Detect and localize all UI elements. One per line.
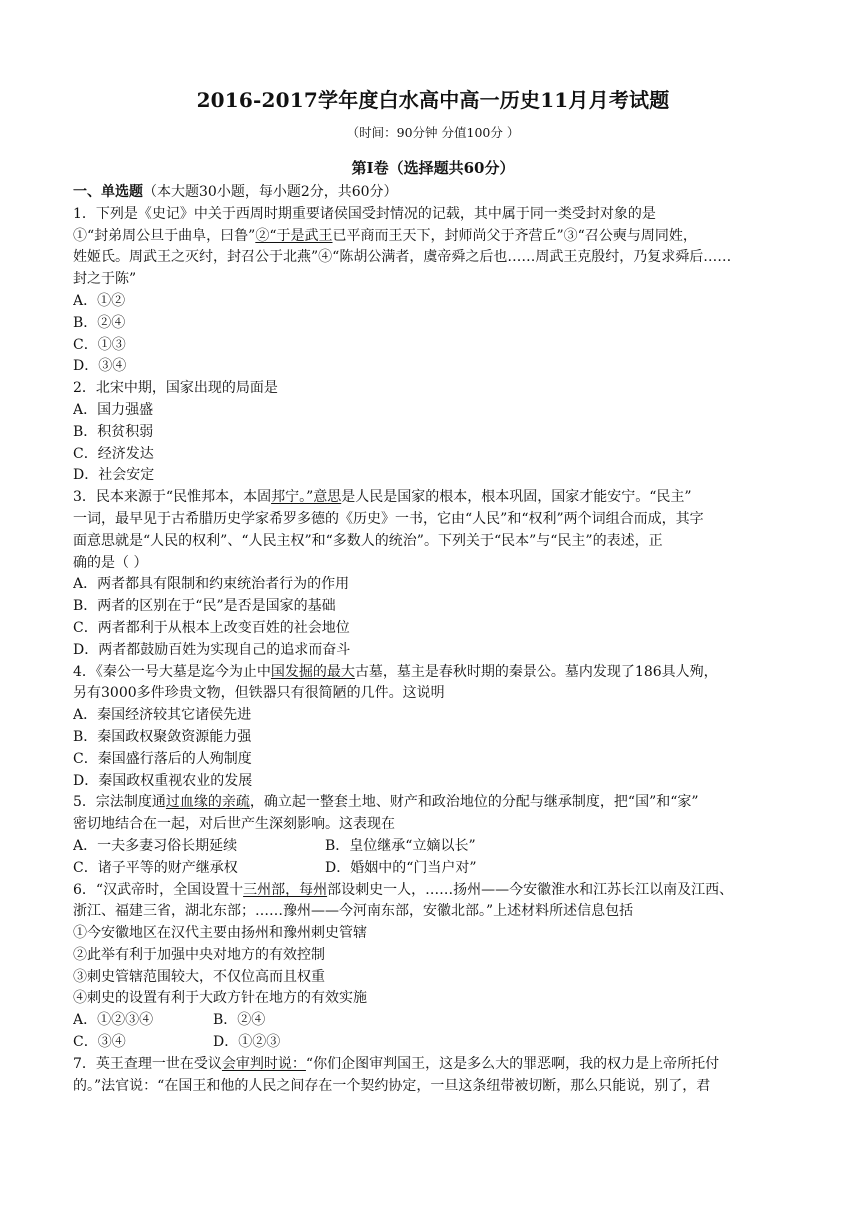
q6-options-row <box>73 1032 793 1054</box>
q7-text: 7．英王查理一世在受议 <box>73 1055 222 1072</box>
q5-stem-line <box>73 792 793 814</box>
q5-options-row <box>73 858 793 880</box>
q3-text: 是人民是国家的根本，根本巩固，国家才能安宁。“民主” <box>341 489 692 506</box>
q1-option-b[interactable]: B．②④ <box>73 314 126 331</box>
question-7 <box>73 1054 793 1098</box>
q6-stem-line <box>73 880 793 902</box>
q1-material-line <box>73 226 793 248</box>
q3-option-a[interactable]: A．两者都具有限制和约束统治者行为的作用 <box>73 576 350 593</box>
q4-option-b[interactable]: B．秦国政权聚敛资源能力强 <box>73 728 252 745</box>
q6-option-c[interactable]: C．③④ <box>73 1034 126 1051</box>
q3-stem-line: 确的是（ ） <box>73 554 148 571</box>
q5-options-row <box>73 836 793 858</box>
q1-stem: 1．下列是《史记》中关于西周时期重要诸侯国受封情况的记载，其中属于同一类受封对象的是 <box>73 205 656 222</box>
q5-option-b[interactable]: B．皇位继承“立嫡以长” <box>325 837 476 854</box>
q6-stem-line: 浙江、福建三省，湖北东部；……豫州——今河南东部，安徽北部。”上述材料所述信息包括 <box>73 903 634 920</box>
exam-title: 2016-2017学年度白水高中高一历史11月月考试题 <box>196 88 670 112</box>
q4-option-d[interactable]: D．秦国政权重视农业的发展 <box>73 772 253 789</box>
question-6 <box>73 880 793 1054</box>
q4-option-c[interactable]: C．秦国盛行落后的人殉制度 <box>73 750 252 767</box>
q6-options-row <box>73 1010 793 1032</box>
question-3 <box>73 487 793 661</box>
q5-text: ，确立起一整套土地、财产和政治地位的分配与继承制度，把“国”和“家” <box>249 794 699 811</box>
q7-underlined: 会审判时说： <box>221 1055 306 1072</box>
q3-stem-line: 一词，最早见于古希腊历史学家希罗多德的《历史》一书，它由“人民”和“权利”两个词组合而成，其字 <box>73 510 704 527</box>
q3-option-c[interactable]: C．两者都利于从根本上改变百姓的社会地位 <box>73 619 350 636</box>
q6-underlined: 三州部，每州 <box>243 881 328 898</box>
question-2 <box>73 378 793 487</box>
q6-item: ④刺史的设置有利于大政方针在地方的有效实施 <box>73 990 367 1007</box>
q2-option-b[interactable]: B．积贫积弱 <box>73 423 154 440</box>
q3-stem-line: 面意思就是“人民的权利”、“人民主权”和“多数人的统治”。下列关于“民本”与“民主”的表述，正 <box>73 532 663 549</box>
q4-text: 4．《秦公一号大墓是迄今为止中 <box>73 663 271 680</box>
q1-material-2-rest: 已平商而王天下，封师尚父于齐营丘”③“召公奭与周同姓， <box>332 227 697 244</box>
q6-text: 6．“汉武帝时，全国设置十 <box>73 881 244 898</box>
exam-page <box>73 84 793 1097</box>
q4-stem-line: 另有3000多件珍贵文物，但铁器只有很简陋的几件。这说明 <box>73 685 445 702</box>
q5-text: 5．宗法制度通 <box>73 794 166 811</box>
q1-material-2-underlined: ②“于是武王 <box>255 227 333 244</box>
q3-stem-line <box>73 487 793 509</box>
q5-stem-line: 密切地结合在一起，对后世产生深刻影响。这表现在 <box>73 816 395 833</box>
q6-text: 部设刺史一人，……扬州——今安徽淮水和江苏长江以南及江西、 <box>327 881 734 898</box>
q3-option-b[interactable]: B．两者的区别在于“民”是否是国家的基础 <box>73 598 336 615</box>
q6-option-b[interactable]: B．②④ <box>213 1012 266 1029</box>
q1-material-line: 封之于陈” <box>73 271 137 288</box>
section-heading <box>73 182 793 204</box>
q2-stem: 2．北宋中期，国家出现的局面是 <box>73 380 278 397</box>
q2-option-c[interactable]: C．经济发达 <box>73 445 154 462</box>
part-heading: 第Ⅰ卷（选择题共60分） <box>351 159 515 177</box>
q1-material-1: ①“封弟周公旦于曲阜，曰鲁” <box>73 227 256 244</box>
q4-text: 古墓，墓主是春秋时期的秦景公。墓内发现了186具人殉， <box>354 663 718 680</box>
section-note: （本大题30小题，每小题2分，共60分） <box>143 184 398 200</box>
q5-option-d[interactable]: D．婚姻中的“门当户对” <box>325 859 477 876</box>
q1-option-d[interactable]: D．③④ <box>73 358 127 375</box>
question-1 <box>73 204 793 378</box>
q4-option-a[interactable]: A．秦国经济较其它诸侯先进 <box>73 707 252 724</box>
q3-option-d[interactable]: D．两者都鼓励百姓为实现自己的追求而奋斗 <box>73 641 351 658</box>
q3-text: 3．民本来源于“民惟邦本，本固 <box>73 489 272 506</box>
q2-option-d[interactable]: D．社会安定 <box>73 467 155 484</box>
q1-material-line: 姓姬氏。周武王之灭纣，封召公于北燕”④“陈胡公满者，虞帝舜之后也……周武王克殷纣，乃复求舜后…… <box>73 249 732 266</box>
q6-option-a[interactable]: A．①②③④ <box>73 1012 154 1029</box>
q5-option-c[interactable]: C．诸子平等的财产继承权 <box>73 859 238 876</box>
exam-subtitle: （时间：90分钟 分值100分 ） <box>346 125 520 140</box>
q6-option-d[interactable]: D．①②③ <box>213 1034 281 1051</box>
q2-option-a[interactable]: A．国力强盛 <box>73 401 154 418</box>
q1-option-a[interactable]: A．①② <box>73 292 126 309</box>
q6-item: ①今安徽地区在汉代主要由扬州和豫州刺史管辖 <box>73 925 367 942</box>
q1-option-c[interactable]: C．①③ <box>73 336 126 353</box>
q3-underlined: 邦宁。”意思 <box>271 489 342 506</box>
q7-text: “你们企图审判国王，这是多么大的罪恶啊，我的权力是上帝所托付 <box>305 1055 720 1072</box>
q5-option-a[interactable]: A．一夫多妻习俗长期延续 <box>73 837 238 854</box>
q6-item: ③刺史管辖范围较大，不仅位高而且权重 <box>73 968 325 985</box>
q7-stem-line: 的。”法官说：“在国王和他的人民之间存在一个契约协定，一旦这条纽带被切断，那么只能说，别了，君 <box>73 1077 711 1094</box>
section-title: 一、单选题 <box>73 184 143 200</box>
q6-item: ②此举有利于加强中央对地方的有效控制 <box>73 946 325 963</box>
question-4 <box>73 662 793 793</box>
q4-underlined: 国发掘的最大 <box>270 663 355 680</box>
q5-underlined: 过血缘的亲疏 <box>165 794 250 811</box>
q4-stem-line <box>73 662 793 684</box>
q7-stem-line <box>73 1054 793 1076</box>
question-5 <box>73 792 793 879</box>
